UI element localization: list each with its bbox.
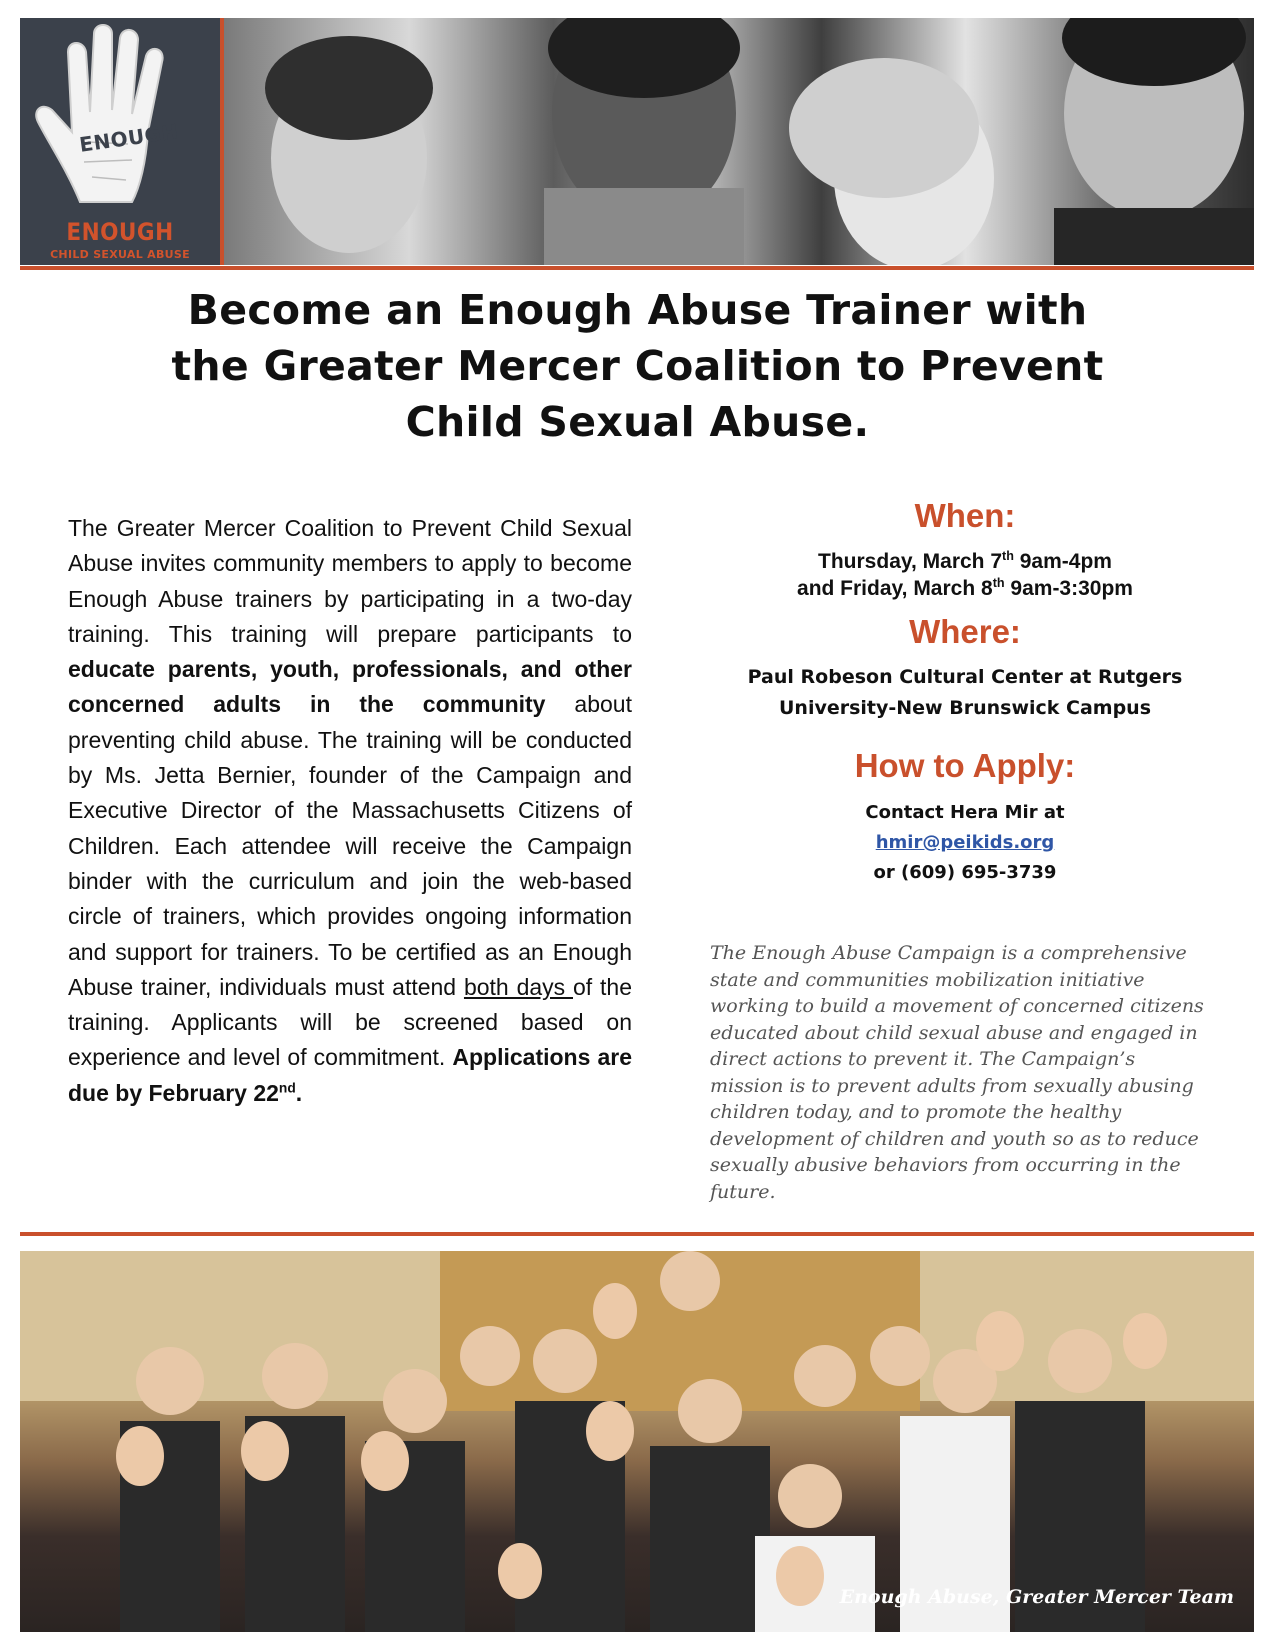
contact-phone: or (609) 695-3739	[873, 862, 1057, 883]
logo-subtitle: CHILD SEXUAL ABUSE	[50, 248, 190, 261]
event-details	[700, 496, 1230, 888]
when-line-2: and Friday, March 8	[797, 577, 993, 600]
when-line-1: Thursday, March 7	[818, 550, 1003, 573]
where-line-1: Paul Robeson Cultural Center at Rutgers	[747, 666, 1183, 688]
contact-email-line	[700, 828, 1230, 858]
when-line-2-suffix: th	[992, 576, 1005, 590]
body-text-2: about preventing child abuse. The training will be conducted by Ms. Jetta Bernier, founder of the Campaign and Executive Director of the Massachusetts Citizens of Children. Each attendee will receive the Campaign binder with the curriculum and join the web-based circle of trainers, which provides ongoing information and support for trainers. To be certified as an Enough Abuse trainer, individuals must attend	[68, 691, 632, 1000]
logo-title: ENOUGH	[66, 218, 174, 246]
logo-hand-word: ENOUGH	[77, 119, 181, 157]
campaign-description: The Enough Abuse Campaign is a comprehensive state and communities mobilization initiative working to build a movement of concerned citizens educated about child sexual abuse and engaged in direct actions to prevent it. The Campaign’s mission is to prevent adults from sexually abusing children today, and to promote the healthy development of children and youth so as to reduce sexually abusive behaviors from occurring in the future.	[710, 942, 1204, 1203]
team-photo-art	[20, 1251, 1254, 1632]
when-heading: When:	[914, 497, 1016, 534]
enough-logo	[20, 18, 220, 265]
contact-email-link[interactable]: hmir@peikids.org	[875, 832, 1055, 853]
title-line-3: Child Sexual Abuse.	[405, 398, 870, 446]
title-line-2: the Greater Mercer Coalition to Prevent	[171, 342, 1104, 390]
header-rule	[20, 266, 1254, 270]
when-friday	[700, 575, 1230, 602]
when-line-2-time: 9am-3:30pm	[1004, 577, 1133, 600]
title-line-1: Become an Enough Abuse Trainer with	[187, 286, 1088, 334]
body-underline-both-days: both days	[463, 973, 573, 1000]
contact-name: Contact Hera Mir at	[865, 802, 1065, 823]
when-thursday	[700, 548, 1230, 575]
when-line-1-time: 9am-4pm	[1013, 550, 1112, 573]
hand-icon	[28, 22, 212, 212]
body-text-3: of the training. Applicants will be screened based on experience and level of commitment.	[68, 973, 632, 1071]
deadline-suffix: nd	[278, 1080, 296, 1096]
deadline-end: .	[295, 1079, 303, 1106]
when-line-1-suffix: th	[1002, 549, 1014, 563]
description-paragraph	[68, 511, 632, 1111]
page-title	[120, 282, 1155, 450]
photo-caption: Enough Abuse, Greater Mercer Team	[839, 1586, 1234, 1608]
header-banner	[20, 18, 1254, 265]
where-heading: Where:	[909, 613, 1021, 650]
body-bold-audience: educate parents, youth, professionals, and other concerned adults in the community	[68, 656, 632, 718]
where-line-2: University-New Brunswick Campus	[778, 697, 1152, 719]
footer-rule	[20, 1232, 1254, 1236]
deadline-label: Applications are due by February 22	[68, 1044, 632, 1106]
team-photo	[20, 1251, 1254, 1632]
children-photo	[224, 18, 1254, 265]
apply-heading: How to Apply:	[854, 747, 1076, 784]
children-photo-art	[224, 18, 1254, 265]
body-text-1: The Greater Mercer Coalition to Prevent Child Sexual Abuse invites community members to apply to become Enough Abuse trainers by participating in a two-day training. This training will prepare participants to	[68, 515, 632, 647]
